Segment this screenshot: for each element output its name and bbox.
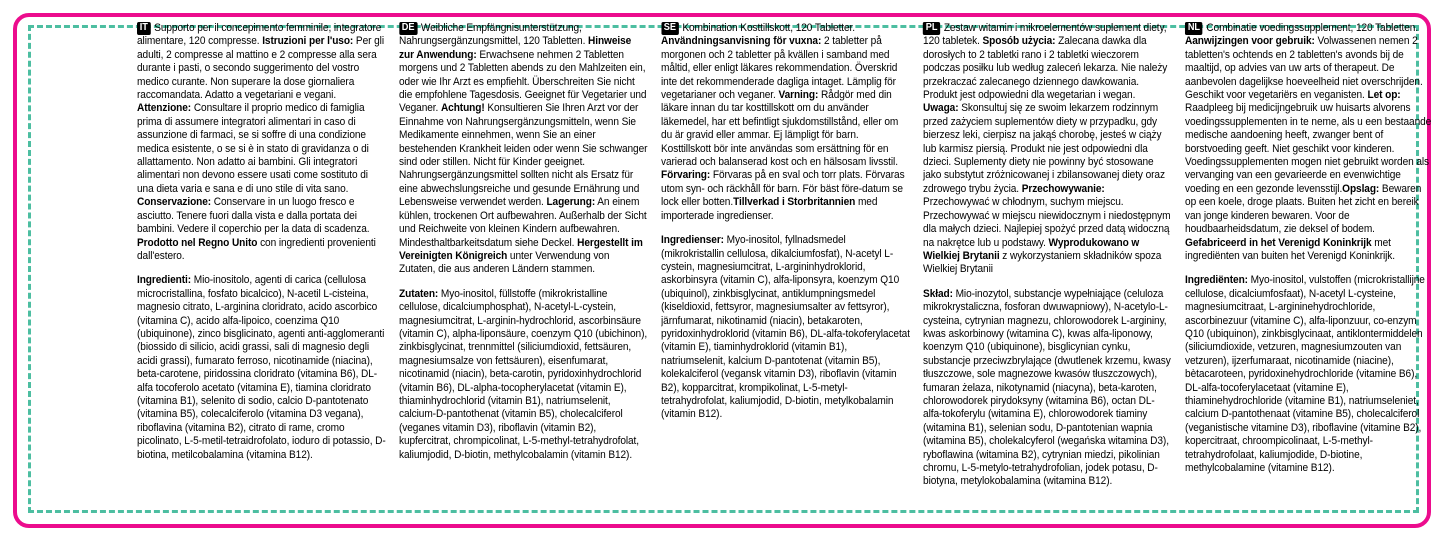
language-badge-se: SE — [661, 22, 679, 35]
usage-paragraph — [923, 22, 1172, 277]
warning-text: Raadpleeg bij medicijngebruik uw huisarts alvorens voedingssupplementen in te neme, als u een bestaande medische aandoening heeft, zwanger bent of borstvoeding geeft. Niet geschikt voor kinderen. Voedingssupplementen mogen niet gebruikt worden als vervanging van een gevarieerde en evenwichtige voeding en een gezonde levensstijl. — [1185, 102, 1432, 195]
origin-text: unter Verwendung von Zutaten, die aus anderen Ländern stammen. — [399, 249, 610, 276]
origin-text: z wykorzystaniem składników spoza Wielkiej Brytanii — [923, 249, 1162, 276]
usage-paragraph — [137, 22, 386, 263]
directions-heading: Hinweise zur Anwendung: — [399, 35, 632, 61]
storage-heading: Przechowywanie: — [1021, 182, 1105, 195]
storage-heading: Opslag: — [1342, 182, 1380, 195]
directions-text: Per gli adulti, 2 compresse al mattino e 2 compresse alla sera durante i pasti, o secondo suggerimento del vostro medico curante. Non superare la dose giornaliera raccomandata. Adatto a vegetariani e vegani. — [137, 35, 384, 102]
usage-paragraph — [1185, 22, 1434, 263]
warning-text: Konsultieren Sie Ihren Arzt vor der Einnahme von Nahrungsergänzungsmitteln, wenn Sie Medikamente einnehmen, wenn Sie an einer bestehenden Krankheit leiden oder wenn Sie schwanger sind oder stillen. Nicht für Kinder geeignet. Nahrungsergänzungsmittel sollten nicht als Ersatz für eine abwechslungsreiche und gesunde Ernährung und Lebensweise verwendet werden. — [399, 102, 648, 209]
directions-text: Zalecana dawka dla dorosłych to 2 tabletki rano i 2 tabletki wieczorem podczas posiłku lub według zaleceń lekarza. Nie należy przekraczać zalecanego dziennego dawkowania. Produkt jest odpowiedni dla wegetarian i wegan. — [923, 35, 1168, 102]
directions-text: Erwachsene nehmen 2 Tabletten morgens und 2 Tabletten abends zu den Mahlzeiten ein, oder wie Ihr Arzt es empfiehlt. Überschreiten Sie nicht die empfohlene Tagesdosis. Geeignet für Vegetarier und Veganer. — [399, 48, 647, 115]
storage-heading: Conservazione: — [137, 196, 212, 209]
storage-text: Przechowywać w chłodnym, suchym miejscu. Przechowywać w miejscu niewidocznym i niedostępnym dla małych dzieci. Najlepiej spożyć przed datą widoczną na nakrętce lub u podstawy. — [923, 196, 1171, 249]
ingredients-paragraph — [399, 288, 648, 462]
language-badge-pl: PL — [923, 22, 940, 35]
ingredients-text: Myo-inositol, vulstoffen (microkristallijne cellulose, dicalciumfosfaat), N-acetyl L-cysteine, magnesiumcitraat, L-argininehydrochloride, ascorbinezuur (vitamine C), alfa-liponzuur, co-enzym Q10 (ubiquinon), zinkbisglycinaat, antiklontermiddelen (siliciumdioxide, vetzuren, magnesiumzouten van vetzuren), ijzerfumaraat, nicotinamide (niacine), bètacaroteen, pyridoxinehydrochloride (vitamine B6), DL-alfa-tocoferylacetaat (vitamine E), thiaminehydrochloride (vitamine B1), natriumseleniet, calcium D-pantothenaat (vitamine B5), cholecalciferol (veganistische vitamine D3), riboflavine (vitamine B2), kopercitraat, chroompicolinaat, L-5-methyl-tetrahydrofolaat, kaliumjodide, D-biotine, methylcobalamine (vitamine B12). — [1185, 274, 1425, 474]
ingredients-paragraph — [661, 234, 910, 422]
origin-heading: Prodotto nel Regno Unito — [137, 236, 258, 249]
label-text-columns — [137, 22, 1434, 557]
usage-paragraph — [399, 22, 648, 277]
language-badge-it: IT — [137, 22, 151, 35]
storage-heading: Förvaring: — [661, 169, 711, 182]
language-badge-nl: NL — [1185, 22, 1203, 35]
usage-paragraph — [661, 22, 910, 223]
ingredients-text: Myo-inositol, fyllnadsmedel (mikrokristallin cellulosa, dikalciumfosfat), N-acetyl L-cystein, magnesiumcitrat, L-argininhydroklorid, askorbinsyra (vitamin C), alfa-liponsyra, koenzym Q10 (ubiquinol), zinkbisglycinat, antiklumpningsmedel (kiseldioxid, fettsyror, magnesiumsalter av fettsyror), järnfumarat, nikotinamid (niacin), betakaroten, pyridoxinhydroklorid (vitamin B6), DL-alfa-tokoferylacetat (vitamin E), tiaminhydroklorid (vitamin B1), natriumselenit, kalcium D-pantotenat (vitamin B5), kolekalciferol (vegansk vitamin D3), riboflavin (vitamin B2), kopparcitrat, krompikolinat, L-5-metyl-tetrahydrofolat, kaliumjodid, D-biotin, metylkobalamin (vitamin B12). — [661, 234, 910, 421]
ingredients-text: Mio-inozytol, substancje wypełniające (celuloza mikrokrystaliczna, fosforan dwuwapniowy), N-acetylo-L-cysteina, cytrynian magnezu, chlorowodorek L-argininy, kwas askorbinowy (witamina C), kwas alfa-liponowy, koenzym Q10 (ubiquinone), bisglicynian cynku, substancje przeciwzbrylające (dwutlenek krzemu, kwasy tłuszczowe, sole magnezowe kwasów tłuszczowych), fumaran żelaza, nikotynamid (niacyna), beta-karoten, chlorowodorek pirydoksyny (witamina B6), octan DL-alfa-tokoferylu (witamina E), chlorowodorek tiaminy (witamina B1), selenian sodu, D-pantotenian wapnia (witamina B5), cholekalcyferol (wegańska witamina D3), ryboflawina (witamina B2), cytrynian miedzi, pikolinian chromu, L-5-metylo-tetrahydrofolian, jodek potasu, D-biotyna, metylokobalamina (witamina B12). — [923, 287, 1171, 488]
origin-heading: Hergestellt im Vereinigten Königreich — [399, 236, 643, 262]
warning-heading: Uwaga: — [923, 102, 959, 115]
warning-text: Rådgör med din läkare innan du tar kosttillskott om du använder läkemedel, har ett befintligt sjukdomstillstånd, eller om du är gravid eller ammar. Ej lämpligt för barn. Kosttillskott bör inte användas som ersättning för en varierad och balanserad kost och en hälsosam livsstil. — [661, 89, 899, 169]
label-column-dutch — [1185, 22, 1434, 557]
product-description: Supporto per il concepimento femminile, integratore alimentare, 120 compresse. — [137, 22, 382, 48]
ingredients-paragraph — [1185, 274, 1434, 475]
warning-heading: Attenzione: — [137, 102, 192, 115]
directions-text: Volwassenen nemen 2 tabletten's ochtends en 2 tabletten's avonds bij de maaltijd, op advies van uw arts of therapeut. De aanbevolen dagelijkse hoeveelheid niet overschrijden. Geschikt voor vegetariërs en veganisten. — [1185, 35, 1423, 102]
language-badge-de: DE — [399, 22, 417, 35]
directions-text: 2 tabletter på morgonen och 2 tabletter på kvällen i samband med måltid, eller enligt läkares rekommendation. Överskrid inte det rekommenderade dagliga intaget. Lämplig för vegetarianer och veganer. — [661, 35, 898, 102]
origin-text: med importerade ingredienser. — [661, 196, 878, 222]
label-column-swedish — [661, 22, 910, 557]
storage-heading: Lagerung: — [546, 196, 596, 209]
directions-heading: Användningsanvisning för vuxna: — [661, 35, 822, 48]
storage-text: Bewaren op een koele, droge plaats. Buiten het zicht en bereik van jonge kinderen bewaren. Voor de houdbaarheidsdatum, zie deksel of bodem. — [1185, 182, 1422, 236]
ingredients-paragraph — [923, 288, 1172, 489]
ingredients-heading: Skład: — [923, 287, 953, 300]
directions-heading: Istruzioni per l'uso: — [262, 35, 354, 48]
warning-heading: Varning: — [778, 89, 819, 102]
warning-text: Skonsultuj się ze swoim lekarzem rodzinnym przed zażyciem suplementów diety w przypadku, gdy bierzesz leki, cierpisz na jakąś chorobę, jesteś w ciąży lub karmisz piersią. Produkt nie jest odpowiedni dla dzieci. Suplementy diety nie powinny być stosowane jako substytut zróżnicowanej i zbilansowanej diety oraz zdrowego trybu życia. — [923, 102, 1165, 195]
product-description: Zestaw witamin i mikroelementów suplement diety, 120 tabletek. — [923, 22, 1167, 48]
product-description: Combinatie voedingssupplement, 120 Tabletten. — [1206, 22, 1419, 34]
origin-heading: Tillverkad i Storbritannien — [733, 196, 856, 209]
ingredients-text: Myo-inositol, füllstoffe (mikrokristalline cellulose, dicalciumphosphat), N-acetyl-L-cystein, magnesiumcitrat, L-arginin-hydrochlorid, ascorbinsäure (vitamin C), alpha-liponsäure, coenzym Q10 (ubichinon), zinkbisglycinat, trennmittel (siliciumdioxid, fettsäuren, magnesiumsalze von fettsäuren), eisenfumarat, nicotinamid (niacin), beta-carotin, pyridoxinhydrochlorid (vitamin B6), DL-alpha-tocopherylacetat (vitamin E), thiaminhydrochlorid (vitamin B1), natriumselenit, calcium-D-pantothenat (vitamin B5), cholecalciferol (veganes vitamin D3), riboflavin (vitamin B2), kupfercitrat, chrompicolinat, L-5-methyl-tetrahydrofolat, kaliumjodid, D-biotin, methylcobalamin (vitamin B12). — [399, 287, 648, 461]
ingredients-paragraph — [137, 274, 386, 462]
label-column-polish — [923, 22, 1172, 557]
product-description: Weibliche Empfängnisunterstützung, Nahrungsergänzungsmittel, 120 Tabletten. — [399, 22, 589, 48]
ingredients-heading: Ingredienti: — [137, 274, 192, 287]
origin-heading: Gefabriceerd in het Verenigd Koninkrijk — [1185, 236, 1372, 249]
product-description: Kombination Kosttillskott, 120 Tabletter. — [682, 22, 856, 34]
ingredients-heading: Ingredienser: — [661, 234, 724, 247]
storage-text: Conservare in un luogo fresco e asciutto. Tenere fuori dalla vista e dalla portata dei bambini. Vedere il coperchio per la data di scadenza. — [137, 196, 370, 236]
label-column-german — [399, 22, 648, 557]
warning-heading: Achtung! — [440, 102, 485, 115]
warning-heading: Let op: — [1367, 89, 1401, 102]
origin-text: con ingredienti provenienti dall'estero. — [137, 236, 376, 262]
storage-text: An einem kühlen, trockenen Ort aufbewahren. Außerhalb der Sicht und Reichweite von kleinen Kindern aufbewahren. Mindesthaltbarkeitsdatum siehe Deckel. — [399, 196, 647, 249]
origin-text: met ingrediënten van buiten het Verenigd Koninkrijk. — [1185, 236, 1395, 262]
label-column-italian — [137, 22, 386, 557]
directions-heading: Aanwijzingen voor gebruik: — [1185, 35, 1315, 48]
origin-heading: Wyprodukowano w Wielkiej Brytanii — [923, 236, 1140, 262]
storage-text: Förvaras på en sval och torr plats. Förvaras utom syn- och räckhåll för barn. För bäst före-datum se lock eller botten. — [661, 169, 905, 209]
ingredients-heading: Zutaten: — [399, 287, 439, 300]
warning-text: Consultare il proprio medico di famiglia prima di assumere integratori alimentari in caso di assunzione di farmaci, se si soffre di una condizione medica esistente, o se si è in stato di gravidanza o di allattamento. Non adatto ai bambini. Gli integratori alimentari non devono essere usati come sostituto di una dieta varia e sana e di uno stile di vita sano. — [137, 102, 369, 195]
ingredients-heading: Ingrediënten: — [1185, 274, 1248, 287]
ingredients-text: Mio-inositolo, agenti di carica (cellulosa microcristallina, fosfato bicalcico), N-acetil L-cisteina, magnesio citrato, L-arginina cloridrato, acido ascorbico (vitamina C), acido alfa-lipoico, coenzima Q10 (ubiquinone), zinco bisglicinato, agenti anti-agglomeranti (biossido di silicio, acidi grassi, sali di magnesio degli acidi grassi), fumarato ferroso, nicotinamide (niacina), beta-carotene, piridossina cloridrato (vitamina B6), DL-alfa tocoferolo acetato (vitamina E), tiamina cloridrato (vitamina B1), selenito di sodio, calcio D-pantotenato (vitamina B5), colecalciferolo (vitamina D3 vegana), riboflavina (vitamina B2), citrato di rame, cromo picolinato, L-5-metil-tetraidrofolato, ioduro di potassio, D-biotina, metilcobalamina (vitamina B12). — [137, 274, 386, 461]
directions-heading: Sposób użycia: — [982, 35, 1056, 48]
